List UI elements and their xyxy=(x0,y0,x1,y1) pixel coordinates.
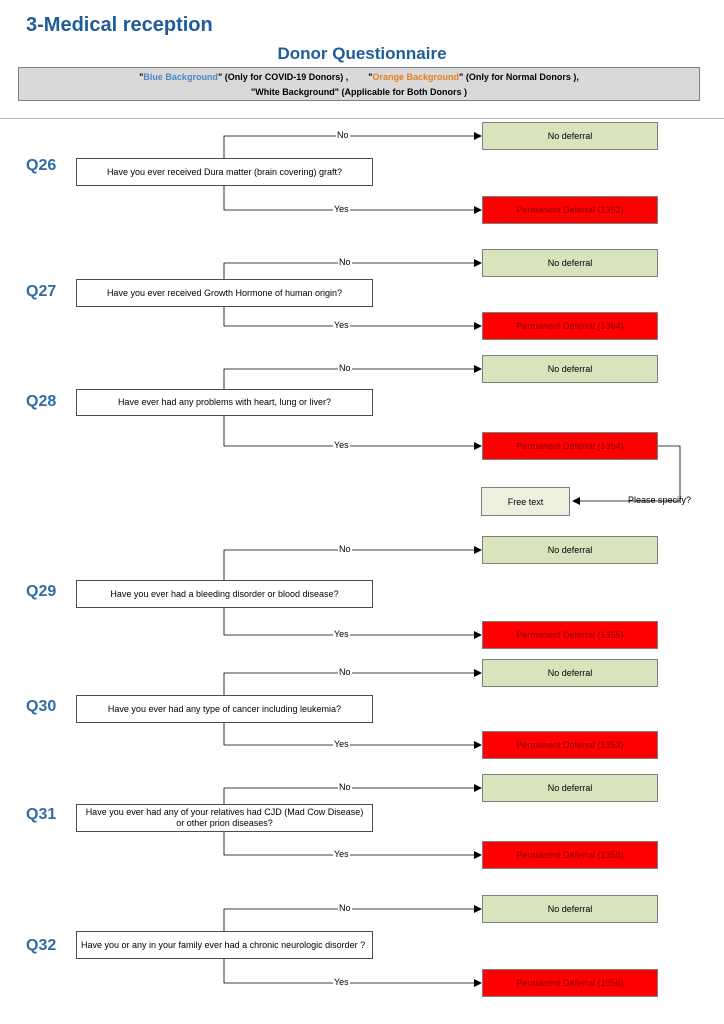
q32-question-box: Have you or any in your family ever had a chronic neurologic disorder ? xyxy=(76,931,373,959)
q28-label: Q28 xyxy=(26,393,57,410)
q32-no-connector xyxy=(224,909,481,931)
q26-yes-label: Yes xyxy=(334,204,349,214)
page-title: 3-Medical reception xyxy=(26,14,213,36)
q32-permanent-deferral: Permanent Deferral (1056) xyxy=(482,969,658,997)
q32-label: Q32 xyxy=(26,937,57,954)
q26-no-deferral: No deferral xyxy=(482,122,658,150)
q29-question-box: Have you ever had a bleeding disorder or blood disease? xyxy=(76,580,373,608)
q29-label: Q29 xyxy=(26,583,57,600)
q31-permanent-deferral: Permanent Deferral (1358) xyxy=(482,841,658,869)
q26-label: Q26 xyxy=(26,157,57,174)
q32-no-deferral: No deferral xyxy=(482,895,658,923)
q29-no-label: No xyxy=(339,544,351,554)
q28-permanent-deferral: Permanent Deferral (1354) xyxy=(482,432,658,460)
q30-label: Q30 xyxy=(26,698,57,715)
q26-yes-connector xyxy=(224,186,481,210)
q31-yes-connector xyxy=(224,832,481,855)
legend-line-2: "White Background" (Applicable for Both Donors ) xyxy=(250,87,468,97)
q26-question-box: Have you ever received Dura matter (brain covering) graft? xyxy=(76,158,373,186)
q30-question-box: Have you ever had any type of cancer including leukemia? xyxy=(76,695,373,723)
q31-label: Q31 xyxy=(26,806,57,823)
legend-blue-note: (Only for COVID-19 Donors) , xyxy=(222,72,349,82)
q29-no-connector xyxy=(224,550,481,580)
q28-no-label: No xyxy=(339,363,351,373)
q30-no-label: No xyxy=(339,667,351,677)
q27-label: Q27 xyxy=(26,283,57,300)
q30-yes-label: Yes xyxy=(334,739,349,749)
q28-please-specify: Please specify? xyxy=(628,495,692,505)
q29-yes-label: Yes xyxy=(334,629,349,639)
q29-permanent-deferral: Permanent Deferral (1355) xyxy=(482,621,658,649)
q32-yes-connector xyxy=(224,959,481,983)
q31-no-connector xyxy=(224,788,481,804)
q27-yes-connector xyxy=(224,307,481,326)
q32-no-label: No xyxy=(339,903,351,913)
q27-no-deferral: No deferral xyxy=(482,249,658,277)
page-subtitle: Donor Questionnaire xyxy=(277,44,447,63)
q28-no-deferral: No deferral xyxy=(482,355,658,383)
q31-no-label: No xyxy=(339,782,351,792)
legend-orange-note: (Only for Normal Donors ), xyxy=(463,72,579,82)
q28-free-text: Free text xyxy=(481,487,570,516)
q27-no-connector xyxy=(224,263,481,279)
q27-no-label: No xyxy=(339,257,351,267)
q27-question-box: Have you ever received Growth Hormone of human origin? xyxy=(76,279,373,307)
q27-yes-label: Yes xyxy=(334,320,349,330)
legend-line-1: "Blue Background" (Only for COVID-19 Donors) , "Orange Background" (Only for Normal Donors ), xyxy=(139,72,579,82)
legend-orange-label: Orange Background xyxy=(372,72,460,82)
q28-yes-label: Yes xyxy=(334,440,349,450)
q28-no-connector xyxy=(224,369,481,389)
q31-no-deferral: No deferral xyxy=(482,774,658,802)
q32-yes-label: Yes xyxy=(334,977,349,987)
legend-blue-label: Blue Background xyxy=(143,72,218,82)
q31-yes-label: Yes xyxy=(334,849,349,859)
q26-permanent-deferral: Permanent Deferral (1352) xyxy=(482,196,658,224)
q29-yes-connector xyxy=(224,608,481,635)
q26-no-connector xyxy=(224,136,481,158)
q30-permanent-deferral: Permanent Deferral (1353) xyxy=(482,731,658,759)
q31-question-box: Have you ever had any of your relatives had CJD (Mad Cow Disease) or other prion diseases? xyxy=(76,804,373,832)
q30-no-connector xyxy=(224,673,481,695)
q26-no-label: No xyxy=(337,130,349,140)
q30-yes-connector xyxy=(224,723,481,745)
q28-question-box: Have ever had any problems with heart, lung or liver? xyxy=(76,389,373,416)
q30-no-deferral: No deferral xyxy=(482,659,658,687)
q27-permanent-deferral: Permanent Deferral (1364) xyxy=(482,312,658,340)
q29-no-deferral: No deferral xyxy=(482,536,658,564)
q28-yes-connector xyxy=(224,416,481,446)
